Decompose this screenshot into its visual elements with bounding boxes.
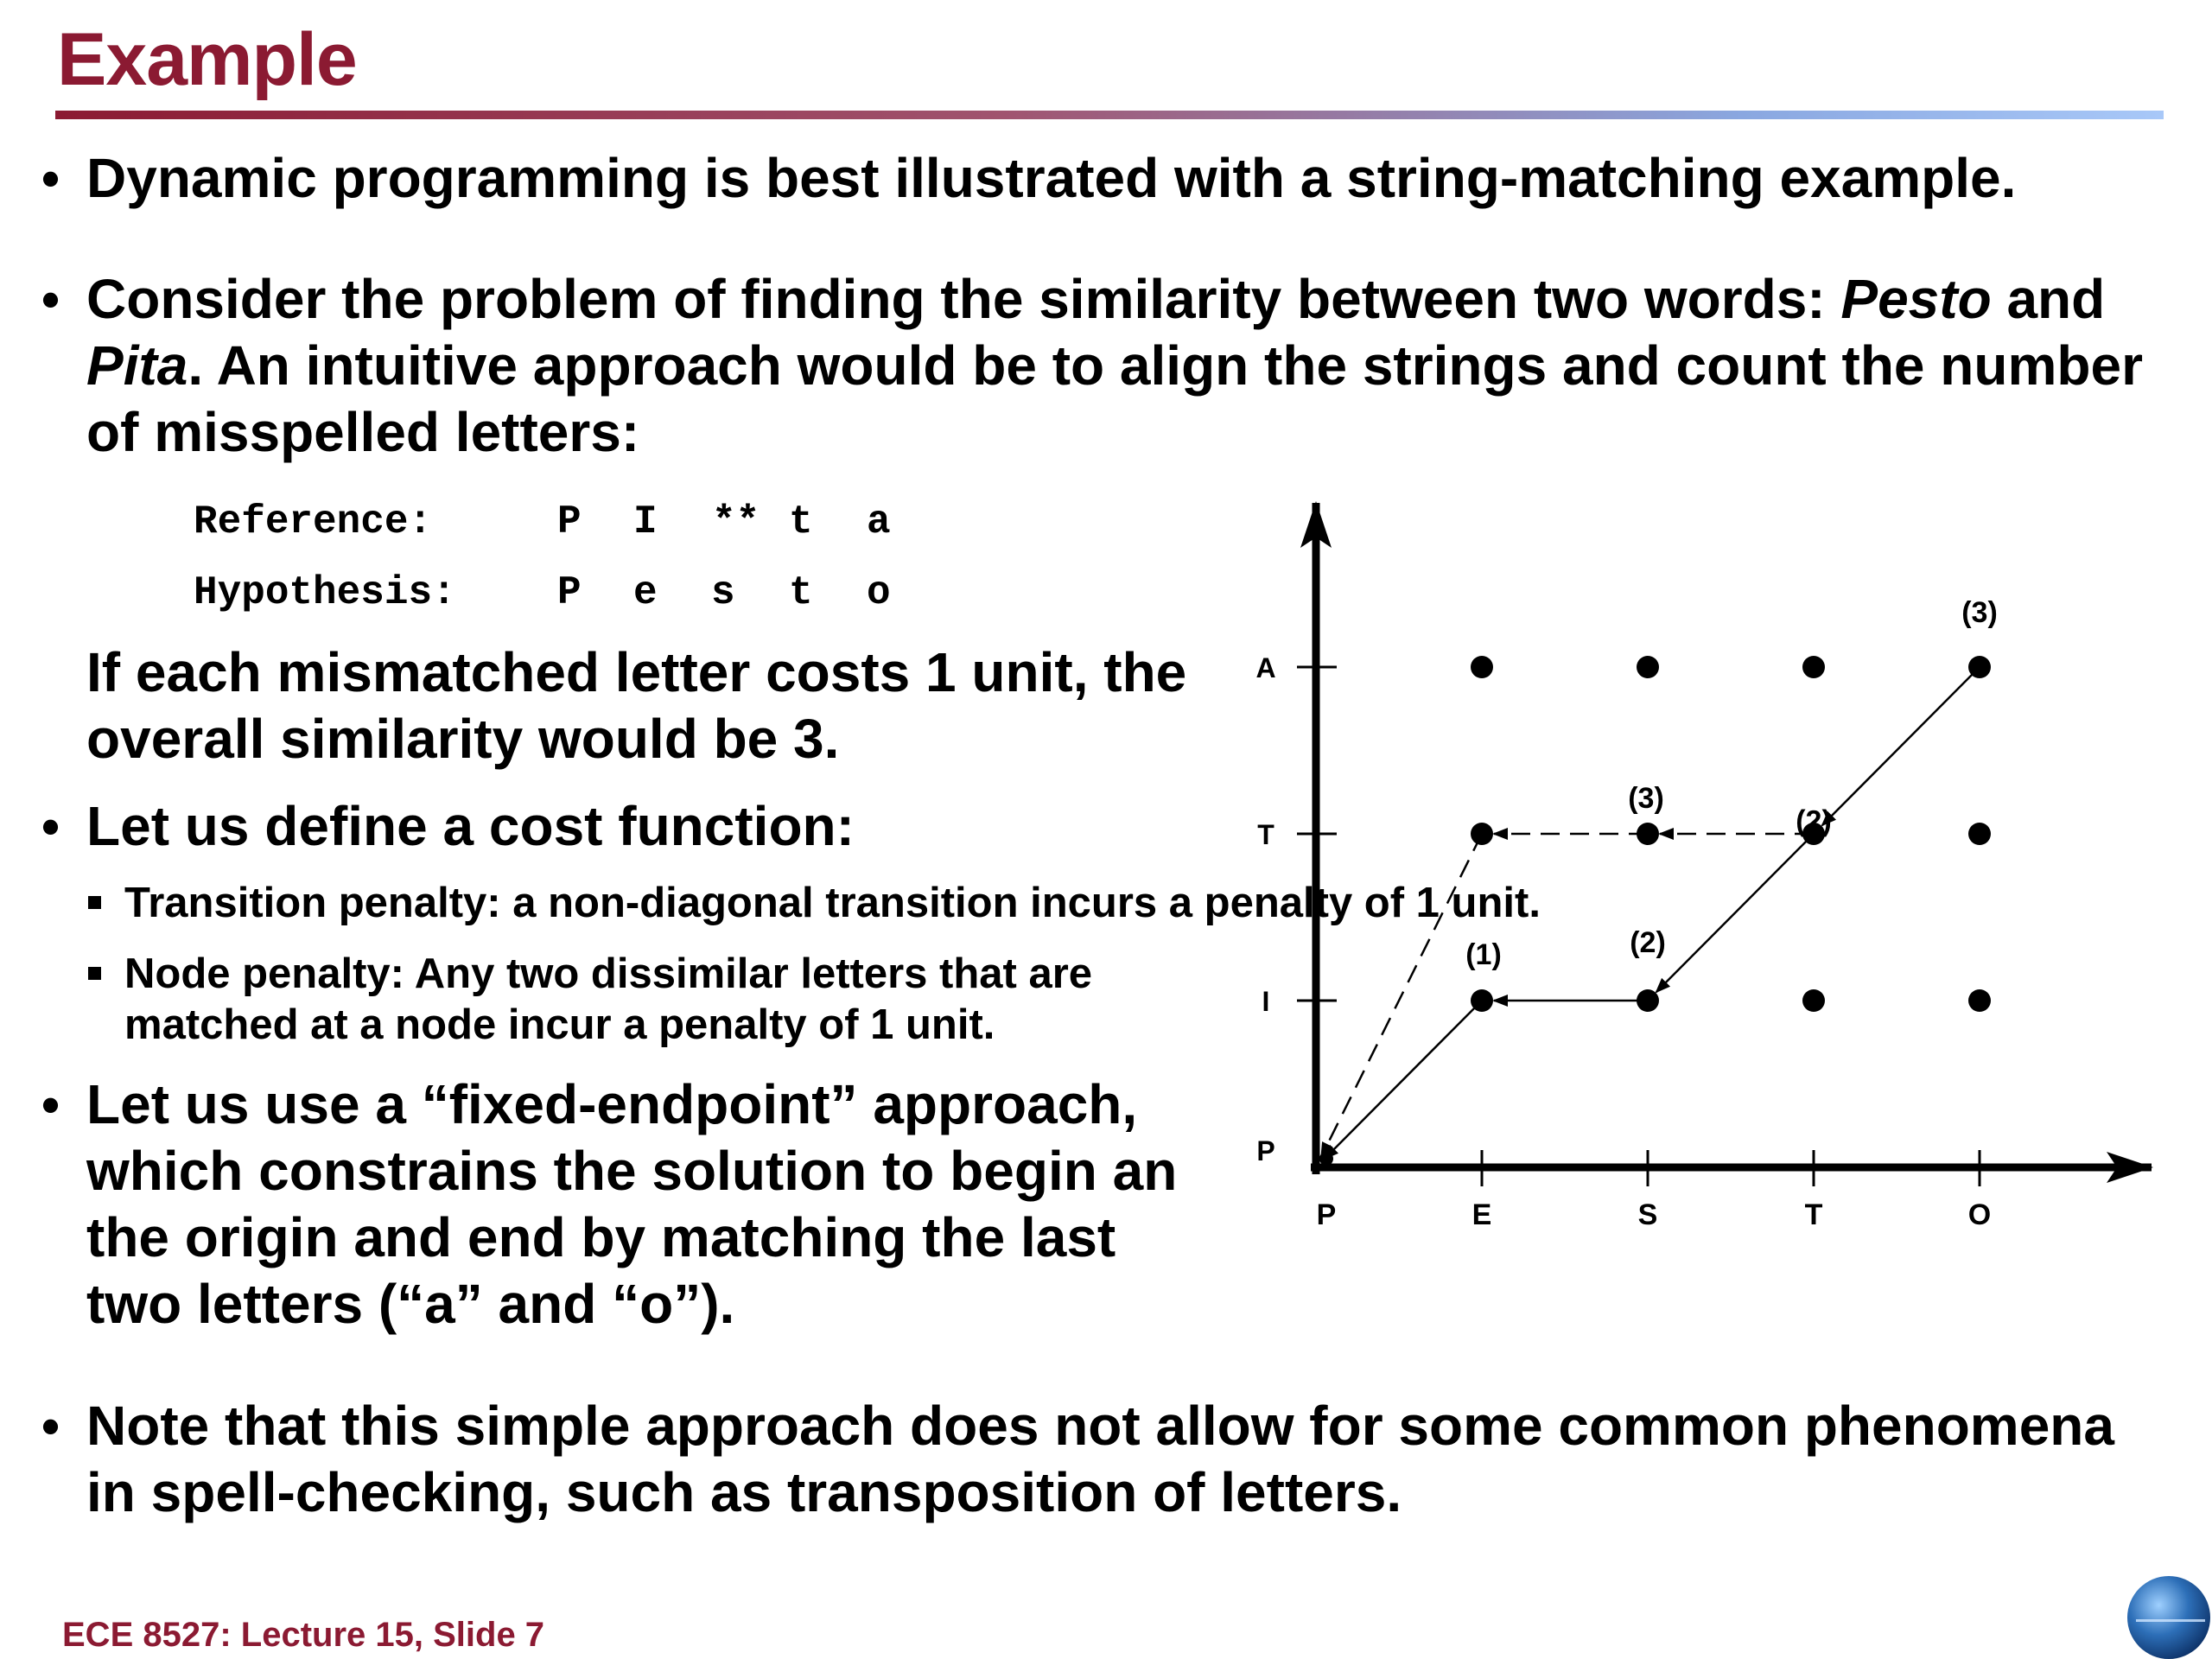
bullet-1-text: Dynamic programming is best illustrated with a string-matching example. [86, 147, 2017, 209]
solid-path-segment [1822, 667, 1980, 825]
logo-wave-icon [2136, 1619, 2205, 1622]
hyp-char: o [867, 570, 891, 615]
hyp-char: e [633, 570, 658, 615]
grid-node [1471, 989, 1493, 1012]
grid-node [1968, 823, 1991, 845]
x-tick-label: T [1804, 1198, 1823, 1231]
bullet-4 [41, 1071, 1210, 1338]
grid-node [1637, 823, 1659, 845]
ref-char: a [867, 499, 891, 544]
bullet-5-text: Note that this simple approach does not allow for some common phenomena in spell-checking, such as transposition of letters. [86, 1395, 2114, 1523]
sub-bullet-2 [124, 949, 1248, 1051]
y-tick-label: I [1262, 986, 1270, 1017]
hypothesis-label: Hypothesis: [194, 570, 456, 615]
path-cost-label: (2) [1630, 926, 1666, 959]
grid-node [1968, 656, 1991, 678]
sub-bullet-2-text: Node penalty: Any two dissimilar letters that are matched at a node incur a penalty of 1 unit. [124, 950, 1093, 1048]
title-divider [55, 111, 2164, 119]
labels [1255, 596, 1997, 1231]
footer: ECE 8527: Lecture 15, Slide 7 [62, 1616, 545, 1654]
bullet-dot: • [41, 1076, 60, 1134]
grid-node [1637, 656, 1659, 678]
bullet-2-continuation: If each mismatched letter costs 1 unit, the overall similarity would be 3. [86, 641, 1187, 770]
x-tick-label: O [1967, 1198, 1992, 1231]
logo-globe-icon [2127, 1576, 2210, 1659]
word-pita: Pita [86, 334, 188, 397]
grid-node [1802, 656, 1825, 678]
ref-char: ** [712, 499, 760, 544]
grid-node [1802, 989, 1825, 1012]
bullet-1 [41, 145, 2177, 212]
grid-node [1471, 823, 1493, 845]
bullet-2-text-b: and [1991, 268, 2106, 330]
x-tick-label: S [1637, 1198, 1658, 1231]
y-tick-label: A [1255, 652, 1276, 683]
bullet-3 [41, 793, 1210, 860]
bullet-dot: • [41, 270, 60, 328]
reference-label: Reference: [194, 499, 433, 544]
path-cost-label: (1) [1465, 938, 1502, 971]
grid-node [1471, 656, 1493, 678]
y-tick-label: P [1256, 1135, 1275, 1166]
bullet-4-text: Let us use a “fixed-endpoint” approach, which constrains the solution to begin an the origin and end by matching the last two letters (“a” and “o”). [86, 1073, 1178, 1335]
ref-char: P [557, 499, 582, 544]
x-tick-label: P [1316, 1198, 1337, 1231]
bullet-dot: • [41, 149, 60, 207]
dashed-path-segment [1321, 834, 1482, 1156]
bullet-2-text-a: Consider the problem of finding the similarity between two words: [86, 268, 1841, 330]
y-tick-label: T [1257, 819, 1274, 850]
solid-path-segment [1656, 834, 1814, 992]
word-pesto: Pesto [1840, 268, 1992, 330]
sub-bullet-square [88, 967, 101, 980]
solid-path-segment [1325, 1001, 1482, 1159]
bullet-5 [41, 1393, 2177, 1526]
axes [1297, 503, 2152, 1186]
ref-char: t [789, 499, 813, 544]
grid-node [1968, 989, 1991, 1012]
bullet-dot: • [41, 798, 60, 855]
paths [1321, 667, 1980, 1159]
hyp-char: t [789, 570, 813, 615]
bullet-2-text-c: . An intuitive approach would be to align the strings and count the number of misspelled letters: [86, 334, 2143, 463]
x-tick-label: E [1471, 1198, 1492, 1231]
grid-node [1637, 989, 1659, 1012]
sub-bullet-1-text: Transition penalty: a non-diagonal transition incurs a penalty of 1 unit. [124, 880, 1541, 926]
bullet-3-text: Let us define a cost function: [86, 795, 855, 857]
origin-node [1319, 1152, 1333, 1166]
bullet-2 [41, 266, 2195, 466]
bullet-dot: • [41, 1397, 60, 1455]
path-cost-label: (3) [1628, 782, 1664, 815]
hyp-char: s [711, 570, 735, 615]
nodes [1319, 656, 1991, 1166]
hyp-char: P [557, 570, 582, 615]
sub-bullet-1 [124, 878, 1541, 929]
path-cost-label: (2) [1796, 804, 1832, 838]
path-cost-label: (3) [1961, 596, 1998, 629]
dp-grid-figure [1227, 484, 2195, 1262]
slide-title: Example [57, 18, 357, 101]
sub-bullet-square [88, 896, 101, 909]
ref-char: I [633, 499, 658, 544]
